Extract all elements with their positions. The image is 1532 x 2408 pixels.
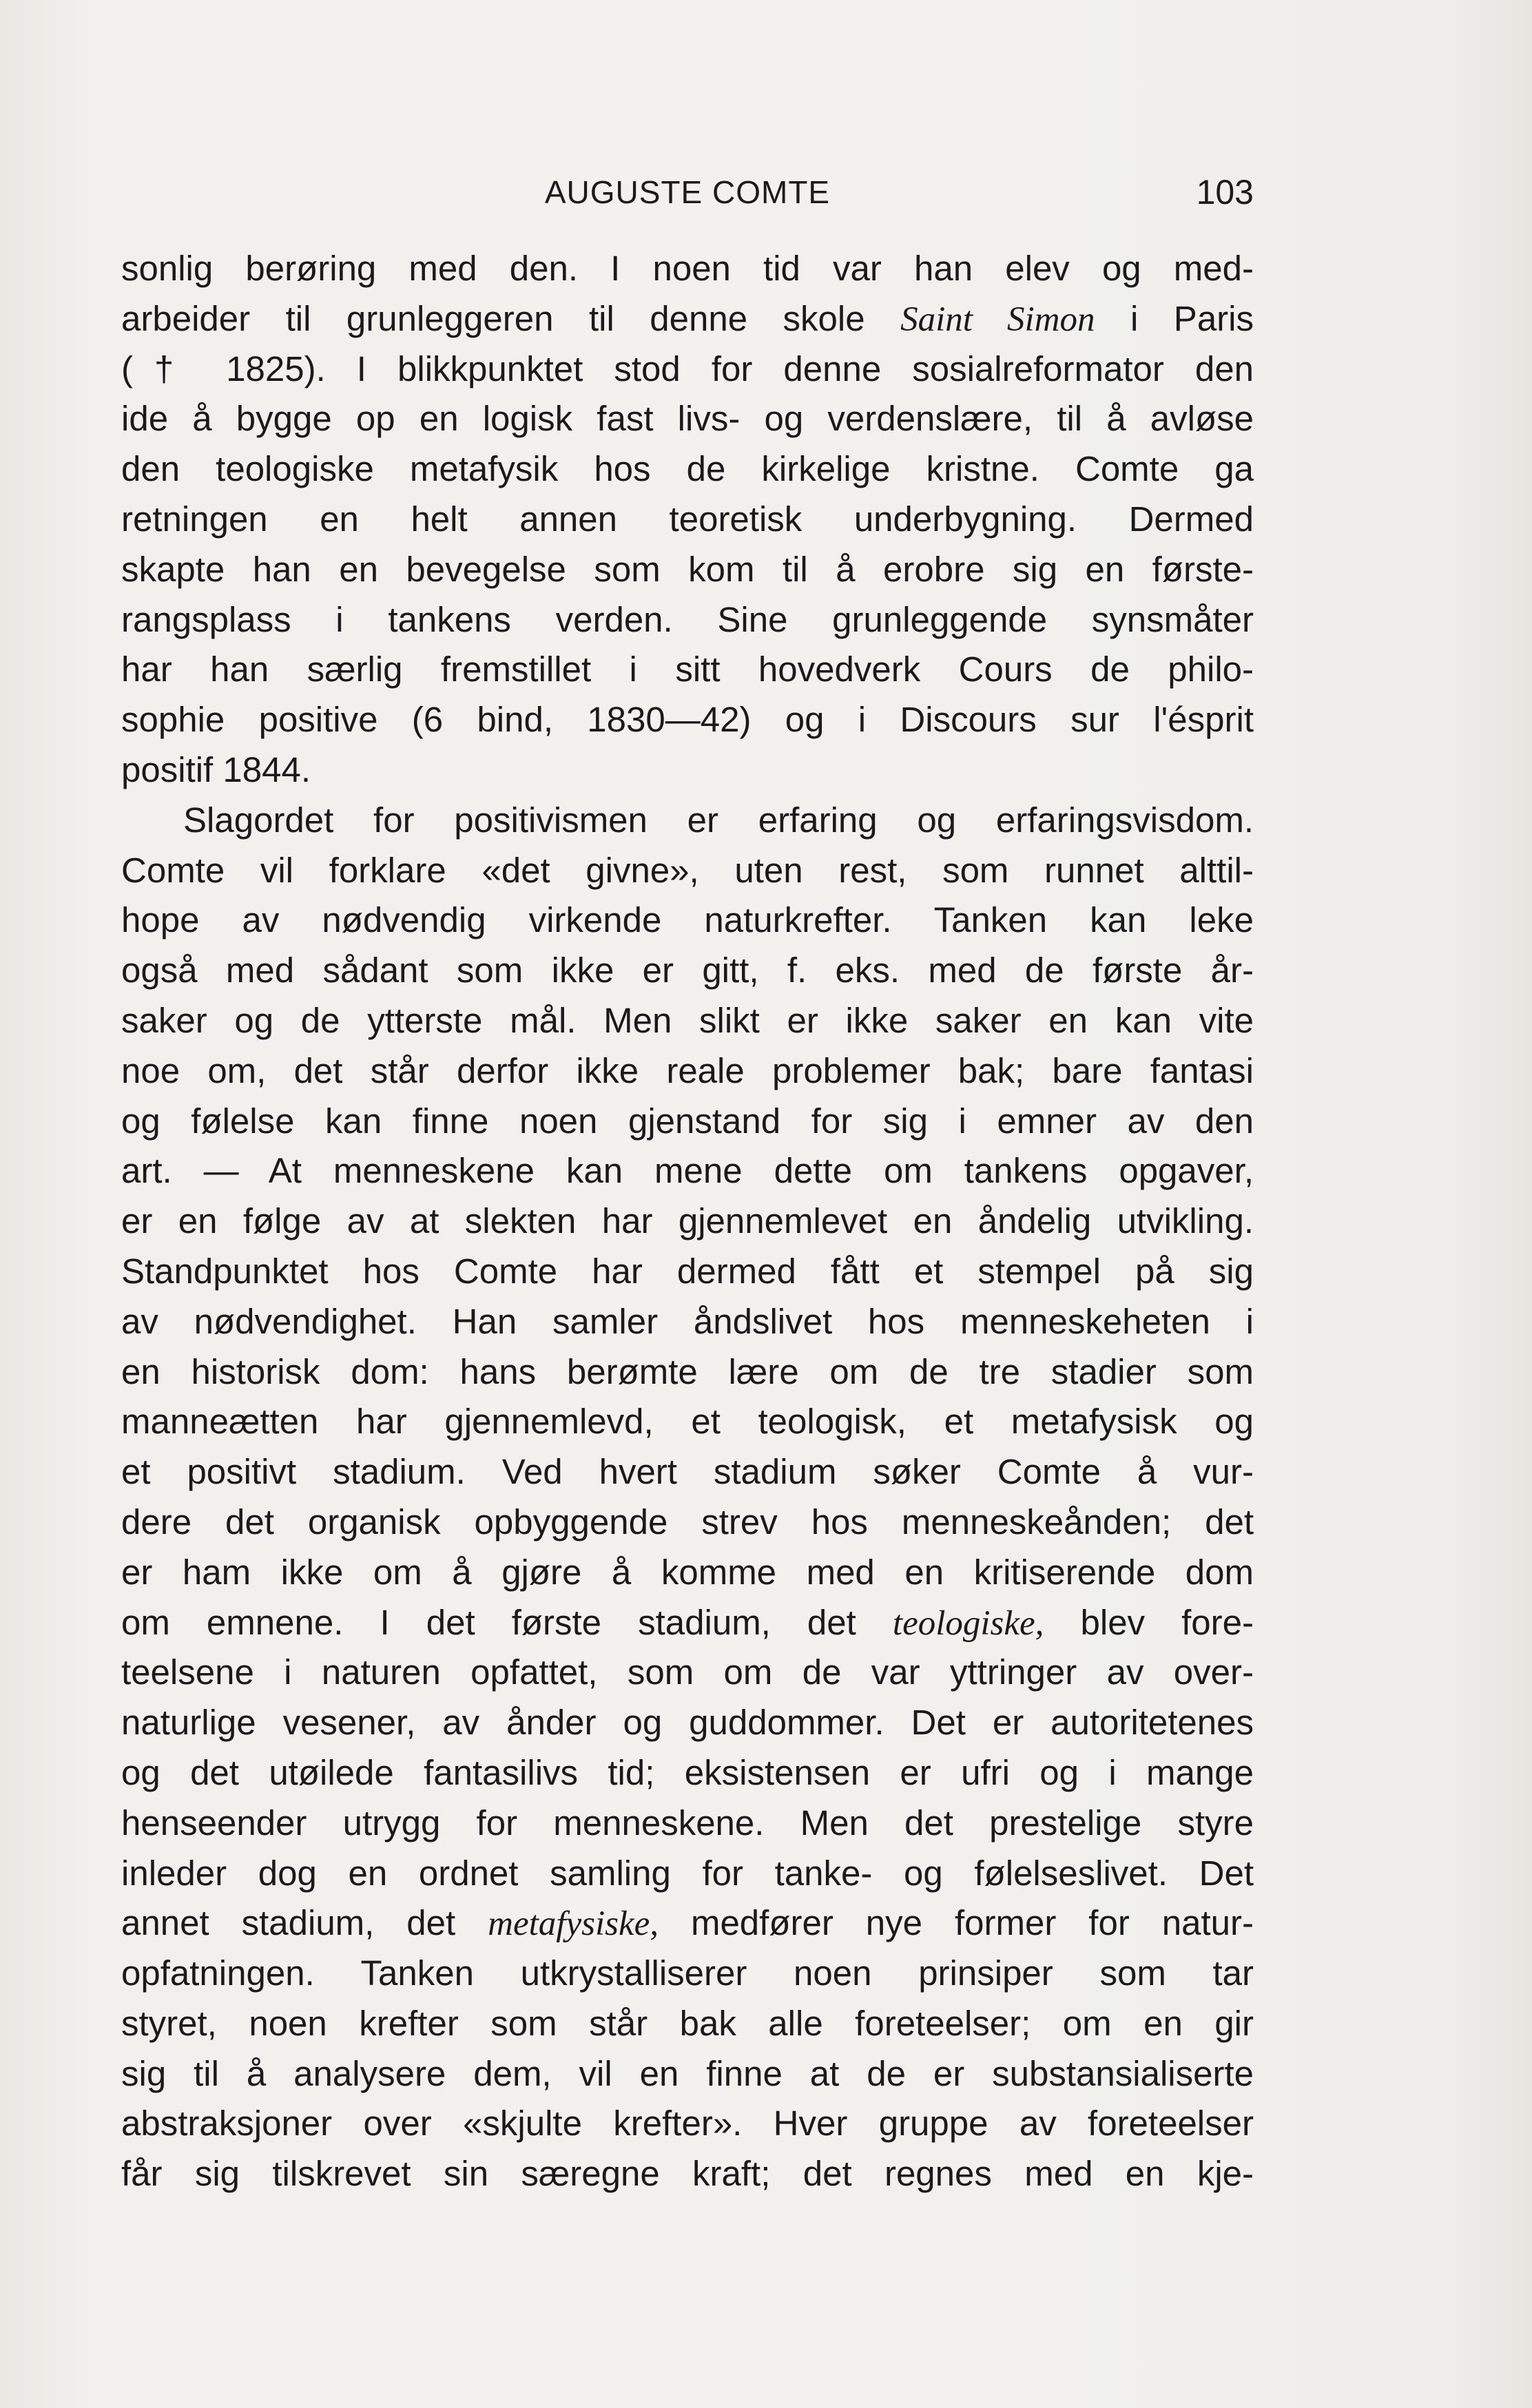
text-line: Slagordet for positivismen er erfaring og erfaringsvisdom.: [183, 800, 1254, 840]
text-segment: annet stadium, det: [121, 1903, 488, 1943]
text-line: Comte vil forklare «det givne», uten rest, som runnet alttil-: [121, 850, 1254, 890]
text-line: manneætten har gjennemlevd, et teologisk, et metafysisk og: [121, 1402, 1254, 1442]
text-line: teelsene i naturen opfattet, som om de var yttringer av over-: [121, 1652, 1254, 1692]
italic-term: teologiske,: [892, 1603, 1044, 1643]
text-line: får sig tilskrevet sin særegne kraft; det regnes med en kje-: [121, 2154, 1254, 2194]
text-segment: medfører nye former for natur-: [659, 1903, 1254, 1943]
text-line: også med sådant som ikke er gitt, f. eks. med de første år-: [121, 951, 1254, 990]
text-line: sig til å analysere dem, vil en finne at de er substansialiserte: [121, 2053, 1254, 2093]
text-line: [121, 1898, 1254, 1949]
text-line: saker og de ytterste mål. Men slikt er ikke saker en kan vite: [121, 1000, 1254, 1040]
text-line: er en følge av at slekten har gjennemlevet en åndelig utvikling.: [121, 1201, 1254, 1241]
text-line: av nødvendighet. Han samler åndslivet hos menneskeheten i: [121, 1301, 1254, 1341]
text-segment: om emnene. I det første stadium, det: [121, 1602, 893, 1642]
text-line: retningen en helt annen teoretisk underbygning. Dermed: [121, 499, 1254, 539]
text-line: art. — At menneskene kan mene dette om tankens opgaver,: [121, 1151, 1254, 1191]
page-number: 103: [1196, 173, 1254, 211]
text-line: naturlige vesener, av ånder og guddommer. Det er autoritetenes: [121, 1703, 1254, 1743]
italic-term: metafysiske,: [488, 1904, 659, 1944]
text-line: er ham ikke om å gjøre å komme med en kritiserende dom: [121, 1552, 1254, 1592]
text-line: dere det organisk opbyggende strev hos menneskeånden; det: [121, 1502, 1254, 1542]
text-line: og det utøilede fantasilivs tid; eksistensen er ufri og i mange: [121, 1752, 1254, 1792]
text-segment: i Paris: [1095, 298, 1254, 338]
text-line: styret, noen krefter som står bak alle foreteelser; om en gir: [121, 2003, 1254, 2043]
text-line: sophie positive (6 bind, 1830—42) og i Discours sur l'ésprit: [121, 700, 1254, 740]
text-line: opfatningen. Tanken utkrystalliserer noen prinsiper som tar: [121, 1953, 1254, 1993]
text-line: henseender utrygg for menneskene. Men det prestelige styre: [121, 1803, 1254, 1843]
text-segment: blev fore-: [1044, 1602, 1254, 1642]
text-line: en historisk dom: hans berømte lære om de tre stadier som: [121, 1351, 1254, 1391]
italic-name: Saint Simon: [900, 300, 1095, 339]
text-line: [121, 294, 1254, 344]
page-header: [121, 168, 1254, 216]
text-line: ide å bygge op en logisk fast livs- og verdenslære, til å avløse: [121, 399, 1254, 439]
text-segment: arbeider til grunleggeren til denne skole: [121, 298, 901, 338]
text-line: positif 1844.: [121, 749, 311, 789]
text-line: rangsplass i tankens verden. Sine grunleggende synsmåter: [121, 599, 1254, 639]
text-line: [121, 1598, 1254, 1648]
text-line: den teologiske metafysik hos de kirkelige kristne. Comte ga: [121, 449, 1254, 489]
text-line: og følelse kan finne noen gjenstand for sig i emner av den: [121, 1101, 1254, 1141]
text-line: († 1825). I blikkpunktet stod for denne sosialreformator den: [121, 349, 1254, 388]
text-line: Standpunktet hos Comte har dermed fått et stempel på sig: [121, 1251, 1254, 1291]
text-line: noe om, det står derfor ikke reale problemer bak; bare fantasi: [121, 1050, 1254, 1090]
text-line: inleder dog en ordnet samling for tanke- og følelseslivet. Det: [121, 1853, 1254, 1893]
text-line: skapte han en bevegelse som kom til å erobre sig en første-: [121, 549, 1254, 589]
text-line: har han særlig fremstillet i sitt hovedverk Cours de philo-: [121, 650, 1254, 689]
text-line: abstraksjoner over «skjulte krefter». Hver gruppe av foreteelser: [121, 2104, 1254, 2144]
running-head: AUGUSTE COMTE: [544, 174, 831, 210]
text-line: et positivt stadium. Ved hvert stadium søker Comte å vur-: [121, 1452, 1254, 1492]
body-text: [121, 244, 1254, 2199]
text-line: hope av nødvendig virkende naturkrefter. Tanken kan leke: [121, 900, 1254, 940]
text-line: sonlig berøring med den. I noen tid var han elev og med-: [121, 249, 1254, 288]
